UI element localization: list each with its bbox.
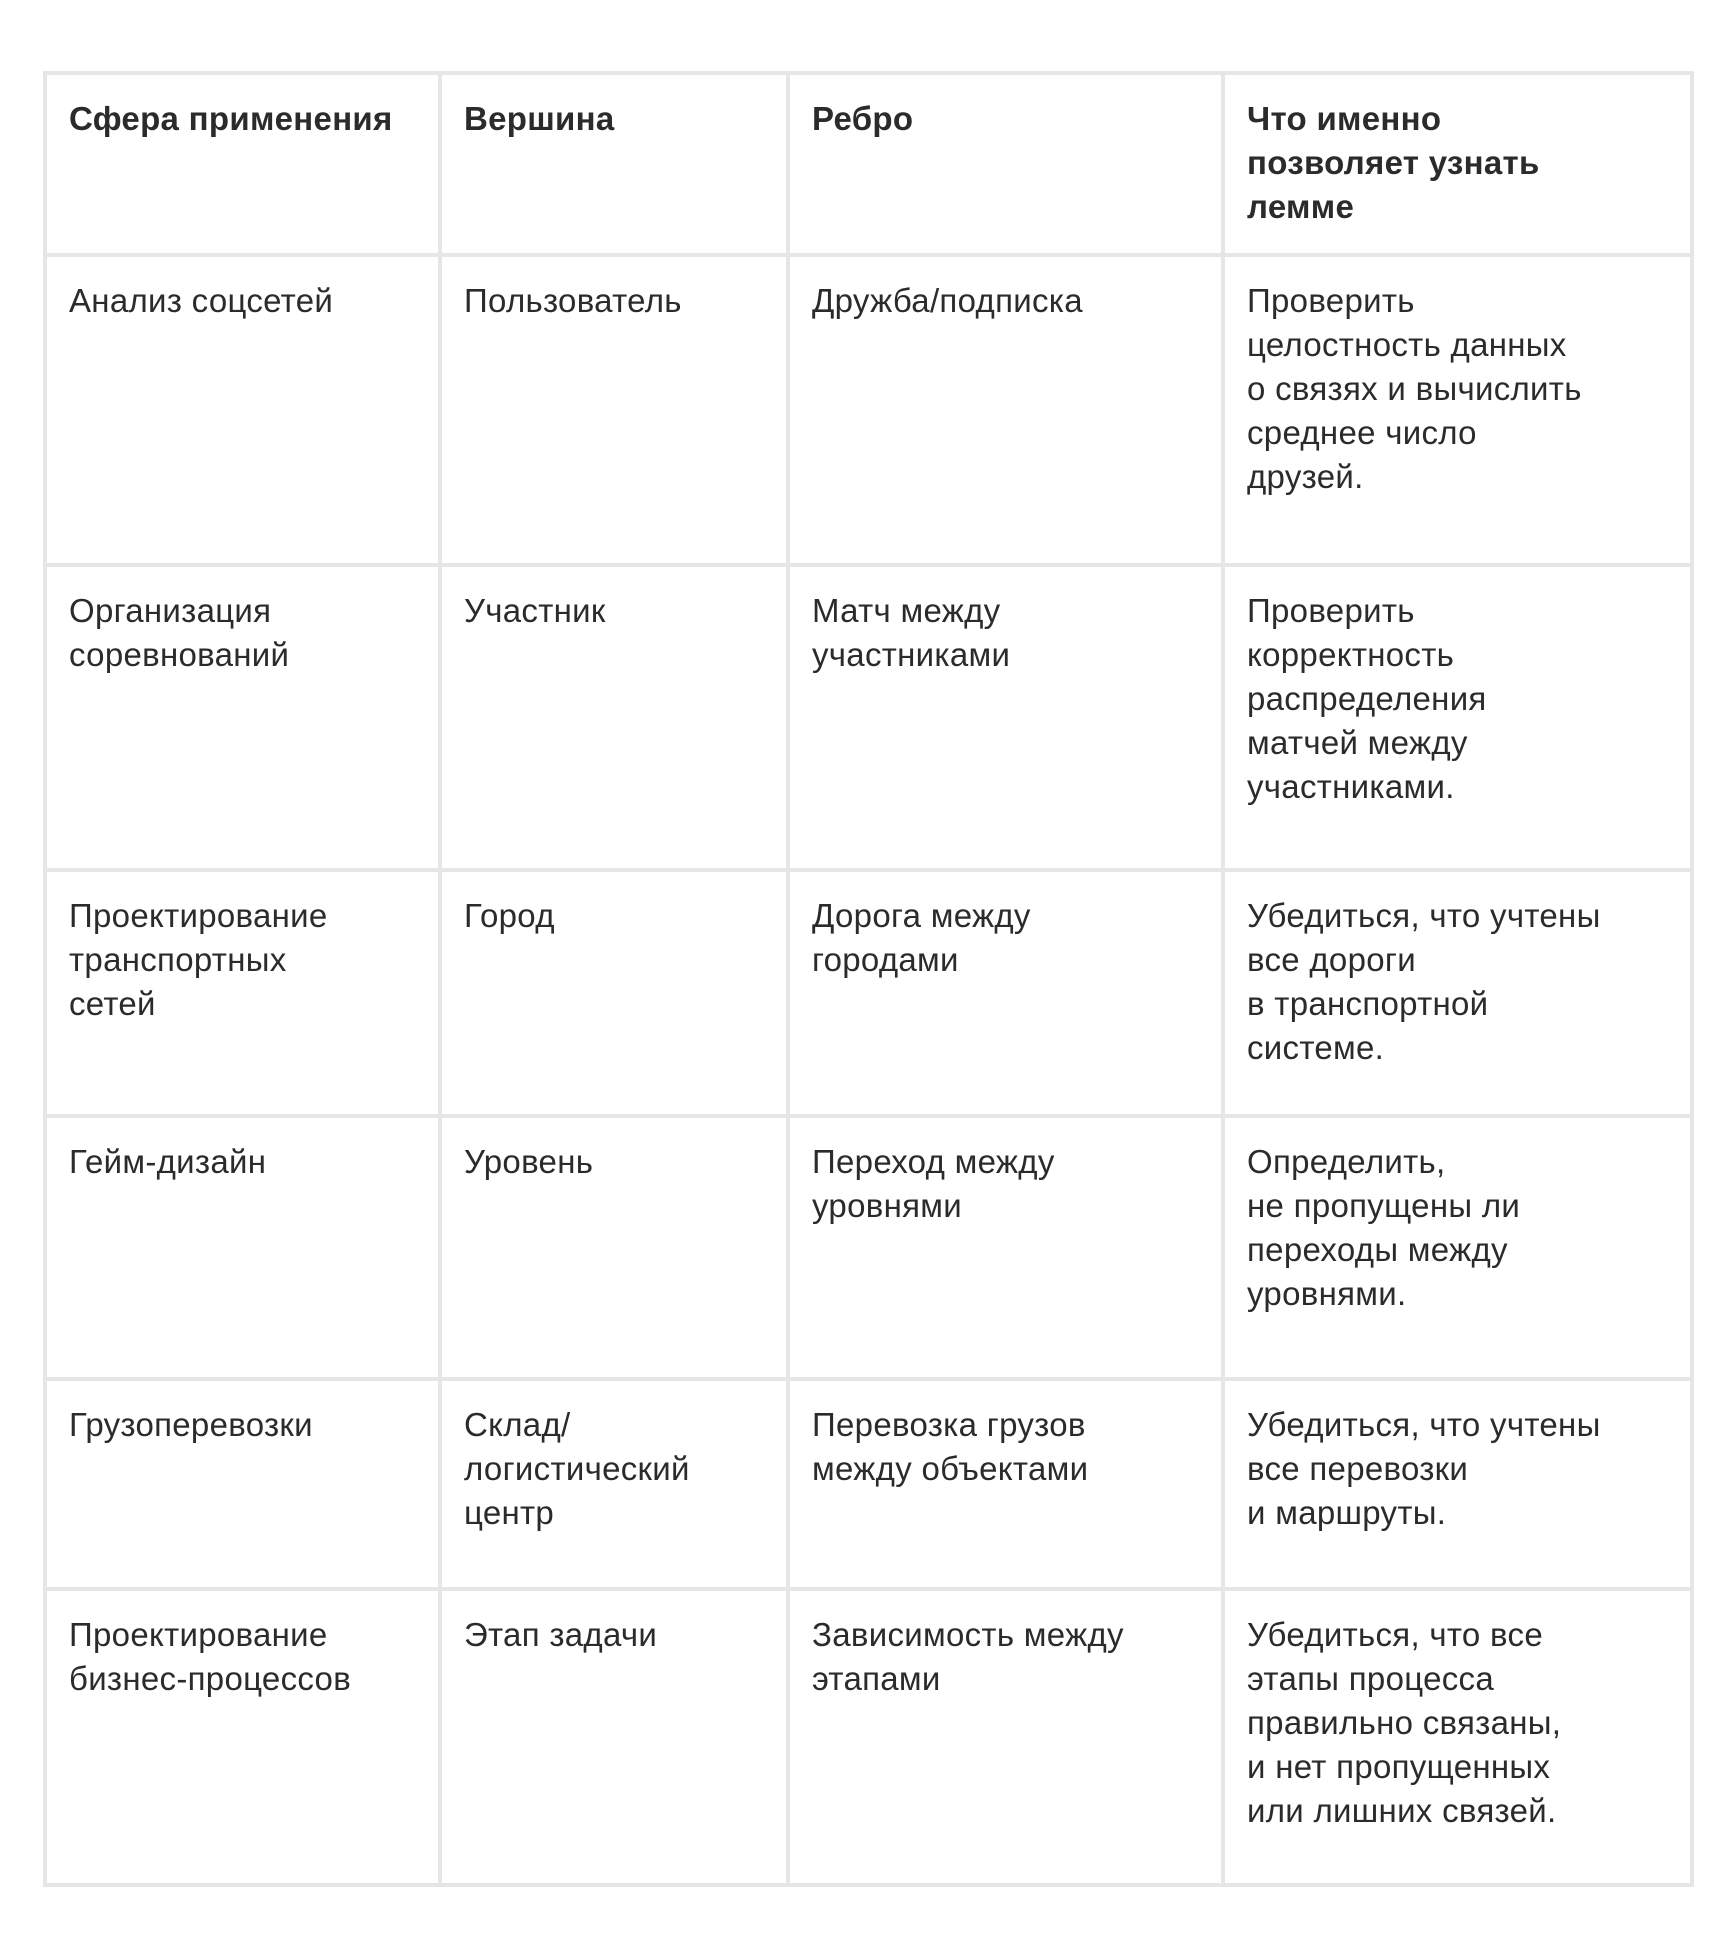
table-row xyxy=(45,565,1692,870)
table-cell xyxy=(45,1116,440,1379)
table-cell xyxy=(45,1379,440,1589)
table-cell xyxy=(45,565,440,870)
cell-text: Уровень xyxy=(464,1143,594,1180)
table-cell xyxy=(1223,255,1692,565)
table-row xyxy=(45,255,1692,565)
table-cell xyxy=(788,870,1223,1116)
header-label: Ребро xyxy=(812,100,914,137)
cell-text: Проектирование транспортных сетей xyxy=(69,897,328,1022)
cell-text: Участник xyxy=(464,592,606,629)
table-cell xyxy=(440,565,788,870)
table-cell xyxy=(440,1116,788,1379)
header-label: Вершина xyxy=(464,100,615,137)
cell-text: Грузоперевозки xyxy=(69,1406,313,1443)
cell-text: Дорога между городами xyxy=(812,897,1031,978)
cell-text: Проверить корректность распределения матчей между участниками. xyxy=(1247,592,1487,805)
table-row xyxy=(45,1116,1692,1379)
table-cell xyxy=(788,565,1223,870)
cell-text: Убедиться, что учтены все перевозки и маршруты. xyxy=(1247,1406,1601,1531)
header-label: Сфера применения xyxy=(69,100,393,137)
table-cell xyxy=(1223,565,1692,870)
cell-text: Перевозка грузов между объектами xyxy=(812,1406,1089,1487)
header-label: Что именно позволяет узнать лемме xyxy=(1247,100,1540,225)
table-cell xyxy=(1223,1589,1692,1885)
table-cell xyxy=(1223,1379,1692,1589)
header-cell-lemma-insight xyxy=(1223,73,1692,255)
table-cell xyxy=(440,870,788,1116)
table-cell xyxy=(440,255,788,565)
cell-text: Организация соревнований xyxy=(69,592,290,673)
cell-text: Убедиться, что учтены все дороги в транспортной системе. xyxy=(1247,897,1601,1066)
table-cell xyxy=(788,1116,1223,1379)
cell-text: Анализ соцсетей xyxy=(69,282,334,319)
table-row xyxy=(45,1379,1692,1589)
table-cell xyxy=(1223,870,1692,1116)
cell-text: Проектирование бизнес-процессов xyxy=(69,1616,352,1697)
table-cell xyxy=(45,870,440,1116)
table-cell xyxy=(788,255,1223,565)
table-cell xyxy=(788,1379,1223,1589)
table-cell xyxy=(45,255,440,565)
header-cell-vertex xyxy=(440,73,788,255)
cell-text: Склад/ логистический центр xyxy=(464,1406,690,1531)
cell-text: Матч между участниками xyxy=(812,592,1011,673)
header-cell-domain xyxy=(45,73,440,255)
header-cell-edge xyxy=(788,73,1223,255)
cell-text: Пользователь xyxy=(464,282,682,319)
table-cell xyxy=(1223,1116,1692,1379)
cell-text: Гейм-дизайн xyxy=(69,1143,267,1180)
table-row xyxy=(45,1589,1692,1885)
table-header-row xyxy=(45,73,1692,255)
cell-text: Убедиться, что все этапы процесса правильно связаны, и нет пропущенных или лишних связей. xyxy=(1247,1616,1562,1829)
cell-text: Переход между уровнями xyxy=(812,1143,1055,1224)
table-cell xyxy=(45,1589,440,1885)
cell-text: Зависимость между этапами xyxy=(812,1616,1124,1697)
table-row xyxy=(45,870,1692,1116)
cell-text: Проверить целостность данных о связях и вычислить среднее число друзей. xyxy=(1247,282,1582,495)
cell-text: Этап задачи xyxy=(464,1616,658,1653)
table-cell xyxy=(788,1589,1223,1885)
cell-text: Дружба/подписка xyxy=(812,282,1083,319)
table-cell xyxy=(440,1589,788,1885)
table-cell xyxy=(440,1379,788,1589)
cell-text: Определить, не пропущены ли переходы между уровнями. xyxy=(1247,1143,1521,1312)
cell-text: Город xyxy=(464,897,555,934)
lemma-applications-table xyxy=(43,71,1694,1887)
